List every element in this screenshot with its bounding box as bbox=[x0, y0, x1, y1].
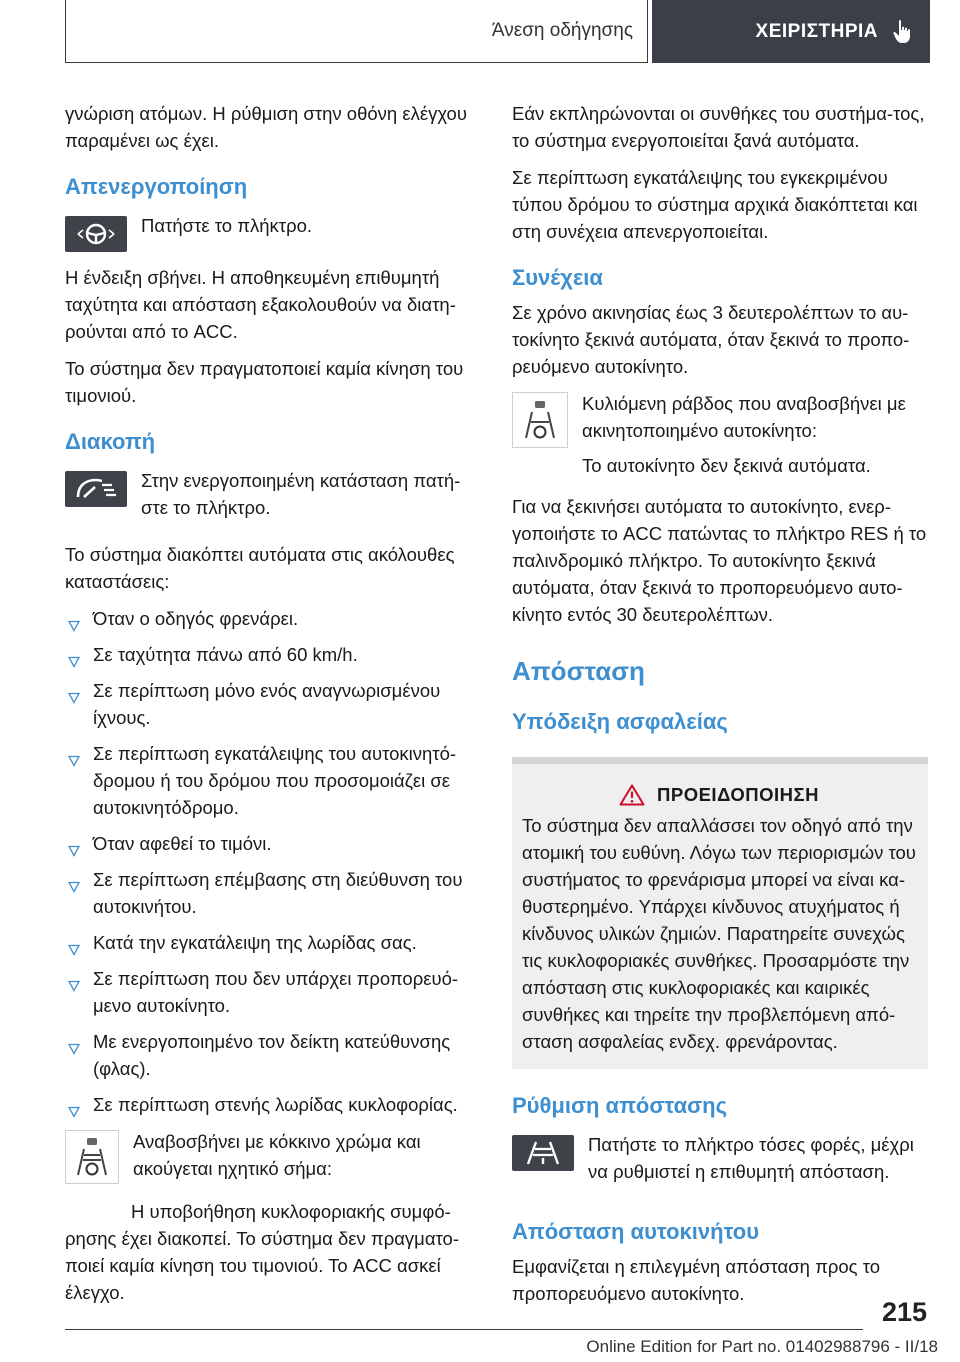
continue-paragraph-1: Σε χρόνο ακινησίας έως 3 δευτερολέπτων το αυ-τοκίνητο ξεκινά αυτόματα, όταν ξεκινά το προπο-ρευόμενο αυτοκίνητο. bbox=[512, 302, 910, 377]
interruption-button-text: Στην ενεργοποιημένη κατάσταση πατή-στε το πλήκτρο. bbox=[141, 470, 461, 518]
reactivation-paragraph: Εάν εκπληρώνονται οι συνθήκες του συστήμα-τος, το σύστημα ενεργοποιείται ξανά αυτόματα. bbox=[512, 103, 925, 151]
distance-heading: Απόσταση bbox=[512, 656, 645, 686]
footer-divider bbox=[65, 1329, 863, 1330]
bullet-triangle-icon bbox=[68, 873, 80, 900]
interruption-button-row bbox=[65, 467, 477, 529]
interruption-paragraph-2: Η υποβοήθηση κυκλοφοριακής συμφό-ρησης έχει διακοπεί. Το σύστημα δεν πραγματο-ποιεί καμία κίνηση του τιμονιού. Το ACC ασκεί έλεγχο. bbox=[65, 1201, 460, 1303]
set-distance-button-row bbox=[512, 1131, 928, 1193]
acc-speedometer-icon bbox=[72, 475, 120, 503]
edition-text: Online Edition for Part no. 01402988796 - II/18 bbox=[586, 1337, 938, 1356]
continue-symbol-text: Κυλιόμενη ράβδος που αναβοσβήνει με ακινητοποιημένο αυτοκίνητο: bbox=[582, 393, 906, 441]
lane-steering-icon bbox=[70, 1135, 114, 1179]
continue-symbol-text-2: Το αυτοκίνητο δεν ξεκινά αυτόματα. bbox=[582, 455, 871, 476]
list-item: Όταν αφεθεί το τιμόνι. bbox=[65, 830, 477, 857]
warning-title: ΠΡΟΕΙΔΟΠΟΙΗΣΗ bbox=[657, 784, 819, 805]
bullet-triangle-icon bbox=[68, 648, 80, 675]
deactivation-button-row bbox=[65, 212, 477, 252]
continue-heading: Συνέχεια bbox=[512, 265, 603, 290]
bullet-triangle-icon bbox=[68, 837, 80, 864]
warning-triangle-icon bbox=[619, 784, 645, 806]
left-column bbox=[65, 100, 477, 1316]
interruption-heading: Διακοπή bbox=[65, 429, 156, 454]
list-item: Όταν ο οδηγός φρενάρει. bbox=[65, 605, 477, 632]
bullet-triangle-icon bbox=[68, 612, 80, 639]
list-item: Σε περίπτωση στενής λωρίδας κυκλοφορίας. bbox=[65, 1091, 477, 1118]
deactivation-button-text: Πατήστε το πλήκτρο. bbox=[141, 215, 313, 236]
acc-button-image bbox=[65, 471, 127, 507]
lane-steering-icon bbox=[518, 398, 562, 442]
intro-text: γνώριση ατόμων. Η ρύθμιση στην οθόνη ελέγχου παραμένει ως έχει. bbox=[65, 103, 467, 151]
vehicle-distance-heading: Απόσταση αυτοκινήτου bbox=[512, 1219, 760, 1244]
distance-road-icon bbox=[523, 1139, 563, 1167]
interruption-conditions-list bbox=[65, 605, 477, 1118]
list-item: Σε περίπτωση που δεν υπάρχει προπορευό-μενο αυτοκίνητο. bbox=[65, 965, 477, 1019]
deactivation-paragraph-2: Το σύστημα δεν πραγματοποιεί καμία κίνηση του τιμονιού. bbox=[65, 358, 464, 406]
right-column bbox=[512, 100, 928, 1317]
distance-button-image bbox=[512, 1135, 574, 1171]
manual-label: ΧΕΙΡΙΣΤΗΡΙΑ bbox=[755, 20, 878, 42]
interruption-symbol-row bbox=[65, 1128, 477, 1190]
bullet-triangle-icon bbox=[68, 936, 80, 963]
warning-text: Το σύστημα δεν απαλλάσσει τον οδηγό από την ατομική του ευθύνη. Λόγω των περιορισμών του συστήματος το φρενάρισμα μπορεί να είναι κα-θυστερημένο. Υπάρχει κίνδυνος ατυχήματος ή κίνδυνος υλικών ζημιών. Παρατηρείτε συνεχώς τις κυκλοφοριακές συνθήκες. Προσαρμόστε την απόσταση στις κυκλοφοριακές και καιρικές συνθήκες και τηρείτε την προβλεπόμενη από-σταση ασφαλείας ενδεχ. φρενάροντας. bbox=[522, 815, 916, 1052]
bullet-triangle-icon bbox=[68, 1035, 80, 1062]
hand-pointer-icon bbox=[892, 19, 916, 45]
steering-assist-button-image bbox=[65, 216, 127, 252]
continue-paragraph-2: Για να ξεκινήσει αυτόματα το αυτοκίνητο, ενερ-γοποιήστε το ACC πατώντας το πλήκτρο RES ή το παλινδρομικό πλήκτρο. Το αυτοκίνητο ξεκινά αυτόματα, όταν ξεκινά το προπορευόμενο αυτο-κίνητο εντός 30 δευτερολέπτων. bbox=[512, 496, 927, 625]
vehicle-distance-paragraph: Εμφανίζεται η επιλεγμένη απόσταση προς το προπορευόμενο αυτοκίνητο. bbox=[512, 1256, 881, 1304]
bullet-triangle-icon bbox=[68, 747, 80, 774]
road-type-paragraph: Σε περίπτωση εγκατάλειψης του εγκεκριμένου τύπου δρόμου το σύστημα αρχικά διακόπτεται και στη συνέχεια απενεργοποιείται. bbox=[512, 167, 918, 242]
section-title: Άνεση οδήγησης bbox=[491, 20, 633, 41]
traffic-jam-assistant-symbol bbox=[65, 1130, 119, 1184]
interruption-symbol-text: Αναβοσβήνει με κόκκινο χρώμα και ακούγεται ηχητικό σήμα: bbox=[133, 1131, 421, 1179]
set-distance-button-text: Πατήστε το πλήκτρο τόσες φορές, μέχρι να ρυθμιστεί η επιθυμητή απόσταση. bbox=[588, 1134, 914, 1182]
bullet-triangle-icon bbox=[68, 1098, 80, 1125]
steering-wheel-icon bbox=[72, 221, 120, 247]
safety-heading: Υπόδειξη ασφαλείας bbox=[512, 709, 728, 734]
header-manual-label bbox=[652, 0, 930, 63]
continue-symbol-row bbox=[512, 390, 928, 487]
deactivation-heading: Απενεργοποίηση bbox=[65, 174, 248, 199]
bullet-triangle-icon bbox=[68, 972, 80, 999]
page-number: 215 bbox=[881, 1297, 927, 1327]
warning-title-row bbox=[522, 784, 916, 806]
list-item: Σε περίπτωση εγκατάλειψης του αυτοκινητό-δρομου ή του δρόμου που προσομοιάζει σε αυτοκινητόδρομο. bbox=[65, 740, 477, 821]
list-item: Με ενεργοποιημένο τον δείκτη κατεύθυνσης (φλας). bbox=[65, 1028, 477, 1082]
deactivation-paragraph-1: Η ένδειξη σβήνει. Η αποθηκευμένη επιθυμητή ταχύτητα και απόσταση εξακολουθούν να διατη-ρούνται από το ACC. bbox=[65, 267, 456, 342]
header-section-title bbox=[65, 0, 648, 63]
set-distance-heading: Ρύθμιση απόστασης bbox=[512, 1093, 728, 1118]
bullet-triangle-icon bbox=[68, 684, 80, 711]
list-item: Σε περίπτωση επέμβασης στη διεύθυνση του αυτοκινήτου. bbox=[65, 866, 477, 920]
rolling-bar-symbol bbox=[512, 392, 568, 448]
list-item: Σε ταχύτητα πάνω από 60 km/h. bbox=[65, 641, 477, 668]
warning-box bbox=[512, 757, 928, 1069]
list-item: Κατά την εγκατάλειψη της λωρίδας σας. bbox=[65, 929, 477, 956]
interruption-paragraph-1: Το σύστημα διακόπτει αυτόματα στις ακόλουθες καταστάσεις: bbox=[65, 544, 455, 592]
list-item: Σε περίπτωση μόνο ενός αναγνωρισμένου ίχνους. bbox=[65, 677, 477, 731]
